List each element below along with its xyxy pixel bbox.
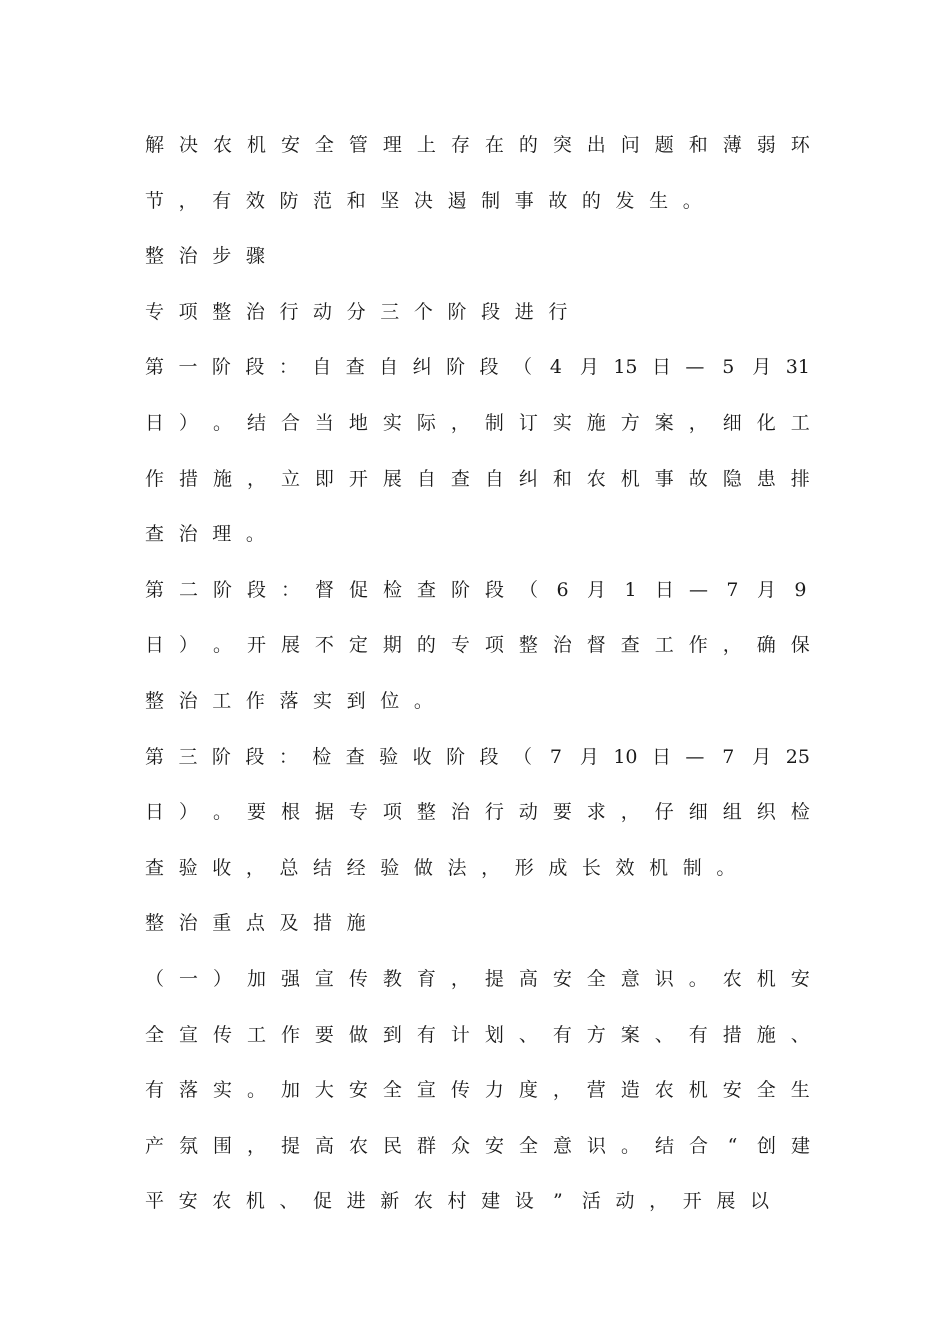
text-line: 有 落 实 。 加 大 安 全 宣 传 力 度 ， 营 造 农 机 安 全 生 bbox=[145, 1079, 810, 1102]
document-body bbox=[145, 127, 810, 1239]
text-line: 解 决 农 机 安 全 管 理 上 存 在 的 突 出 问 题 和 薄 弱 环 bbox=[145, 134, 810, 156]
text-line: 第 二 阶 段 ： 督 促 检 查 阶 段 （ 6 月 1 日 — 7 月 9 bbox=[145, 578, 807, 601]
text-line: 整 治 步 骤 bbox=[145, 245, 265, 268]
text-line: 专 项 整 治 行 动 分 三 个 阶 段 进 行 bbox=[145, 300, 568, 323]
text-line: 整 治 工 作 落 实 到 位 。 bbox=[145, 689, 433, 712]
text-line: 作 措 施 ， 立 即 开 展 自 查 自 纠 和 农 机 事 故 隐 患 排 bbox=[145, 467, 810, 490]
text-line: 平 安 农 机 、 促 进 新 农 村 建 设 ” 活 动 ， 开 展 以 bbox=[145, 1190, 769, 1213]
text-line: 整 治 重 点 及 措 施 bbox=[145, 912, 366, 935]
text-line: 第 一 阶 段 ： 自 查 自 纠 阶 段 （ 4 月 15 日 — 5 月 31 bbox=[145, 356, 810, 379]
text-line: 日 ） 。 要 根 据 专 项 整 治 行 动 要 求 ， 仔 细 组 织 检 bbox=[145, 801, 810, 824]
text-line: 日 ） 。 开 展 不 定 期 的 专 项 整 治 督 查 工 作 ， 确 保 bbox=[145, 634, 810, 657]
text-line: 产 氛 围 ， 提 高 农 民 群 众 安 全 意 识 。 结 合 “ 创 建 bbox=[145, 1134, 810, 1157]
text-line: 查 治 理 。 bbox=[145, 523, 265, 546]
text-line: 第 三 阶 段 ： 检 查 验 收 阶 段 （ 7 月 10 日 — 7 月 25 bbox=[145, 745, 810, 768]
text-line: 节 ， 有 效 防 范 和 坚 决 遏 制 事 故 的 发 生 。 bbox=[145, 189, 702, 212]
text-line: 日 ） 。 结 合 当 地 实 际 ， 制 订 实 施 方 案 ， 细 化 工 bbox=[145, 411, 810, 434]
text-line: 查 验 收 ， 总 结 经 验 做 法 ， 形 成 长 效 机 制 。 bbox=[145, 856, 736, 879]
text-line: 全 宣 传 工 作 要 做 到 有 计 划 、 有 方 案 、 有 措 施 、 bbox=[145, 1023, 810, 1046]
text-line: （ 一 ） 加 强 宣 传 教 育 ， 提 高 安 全 意 识 。 农 机 安 bbox=[145, 967, 810, 990]
